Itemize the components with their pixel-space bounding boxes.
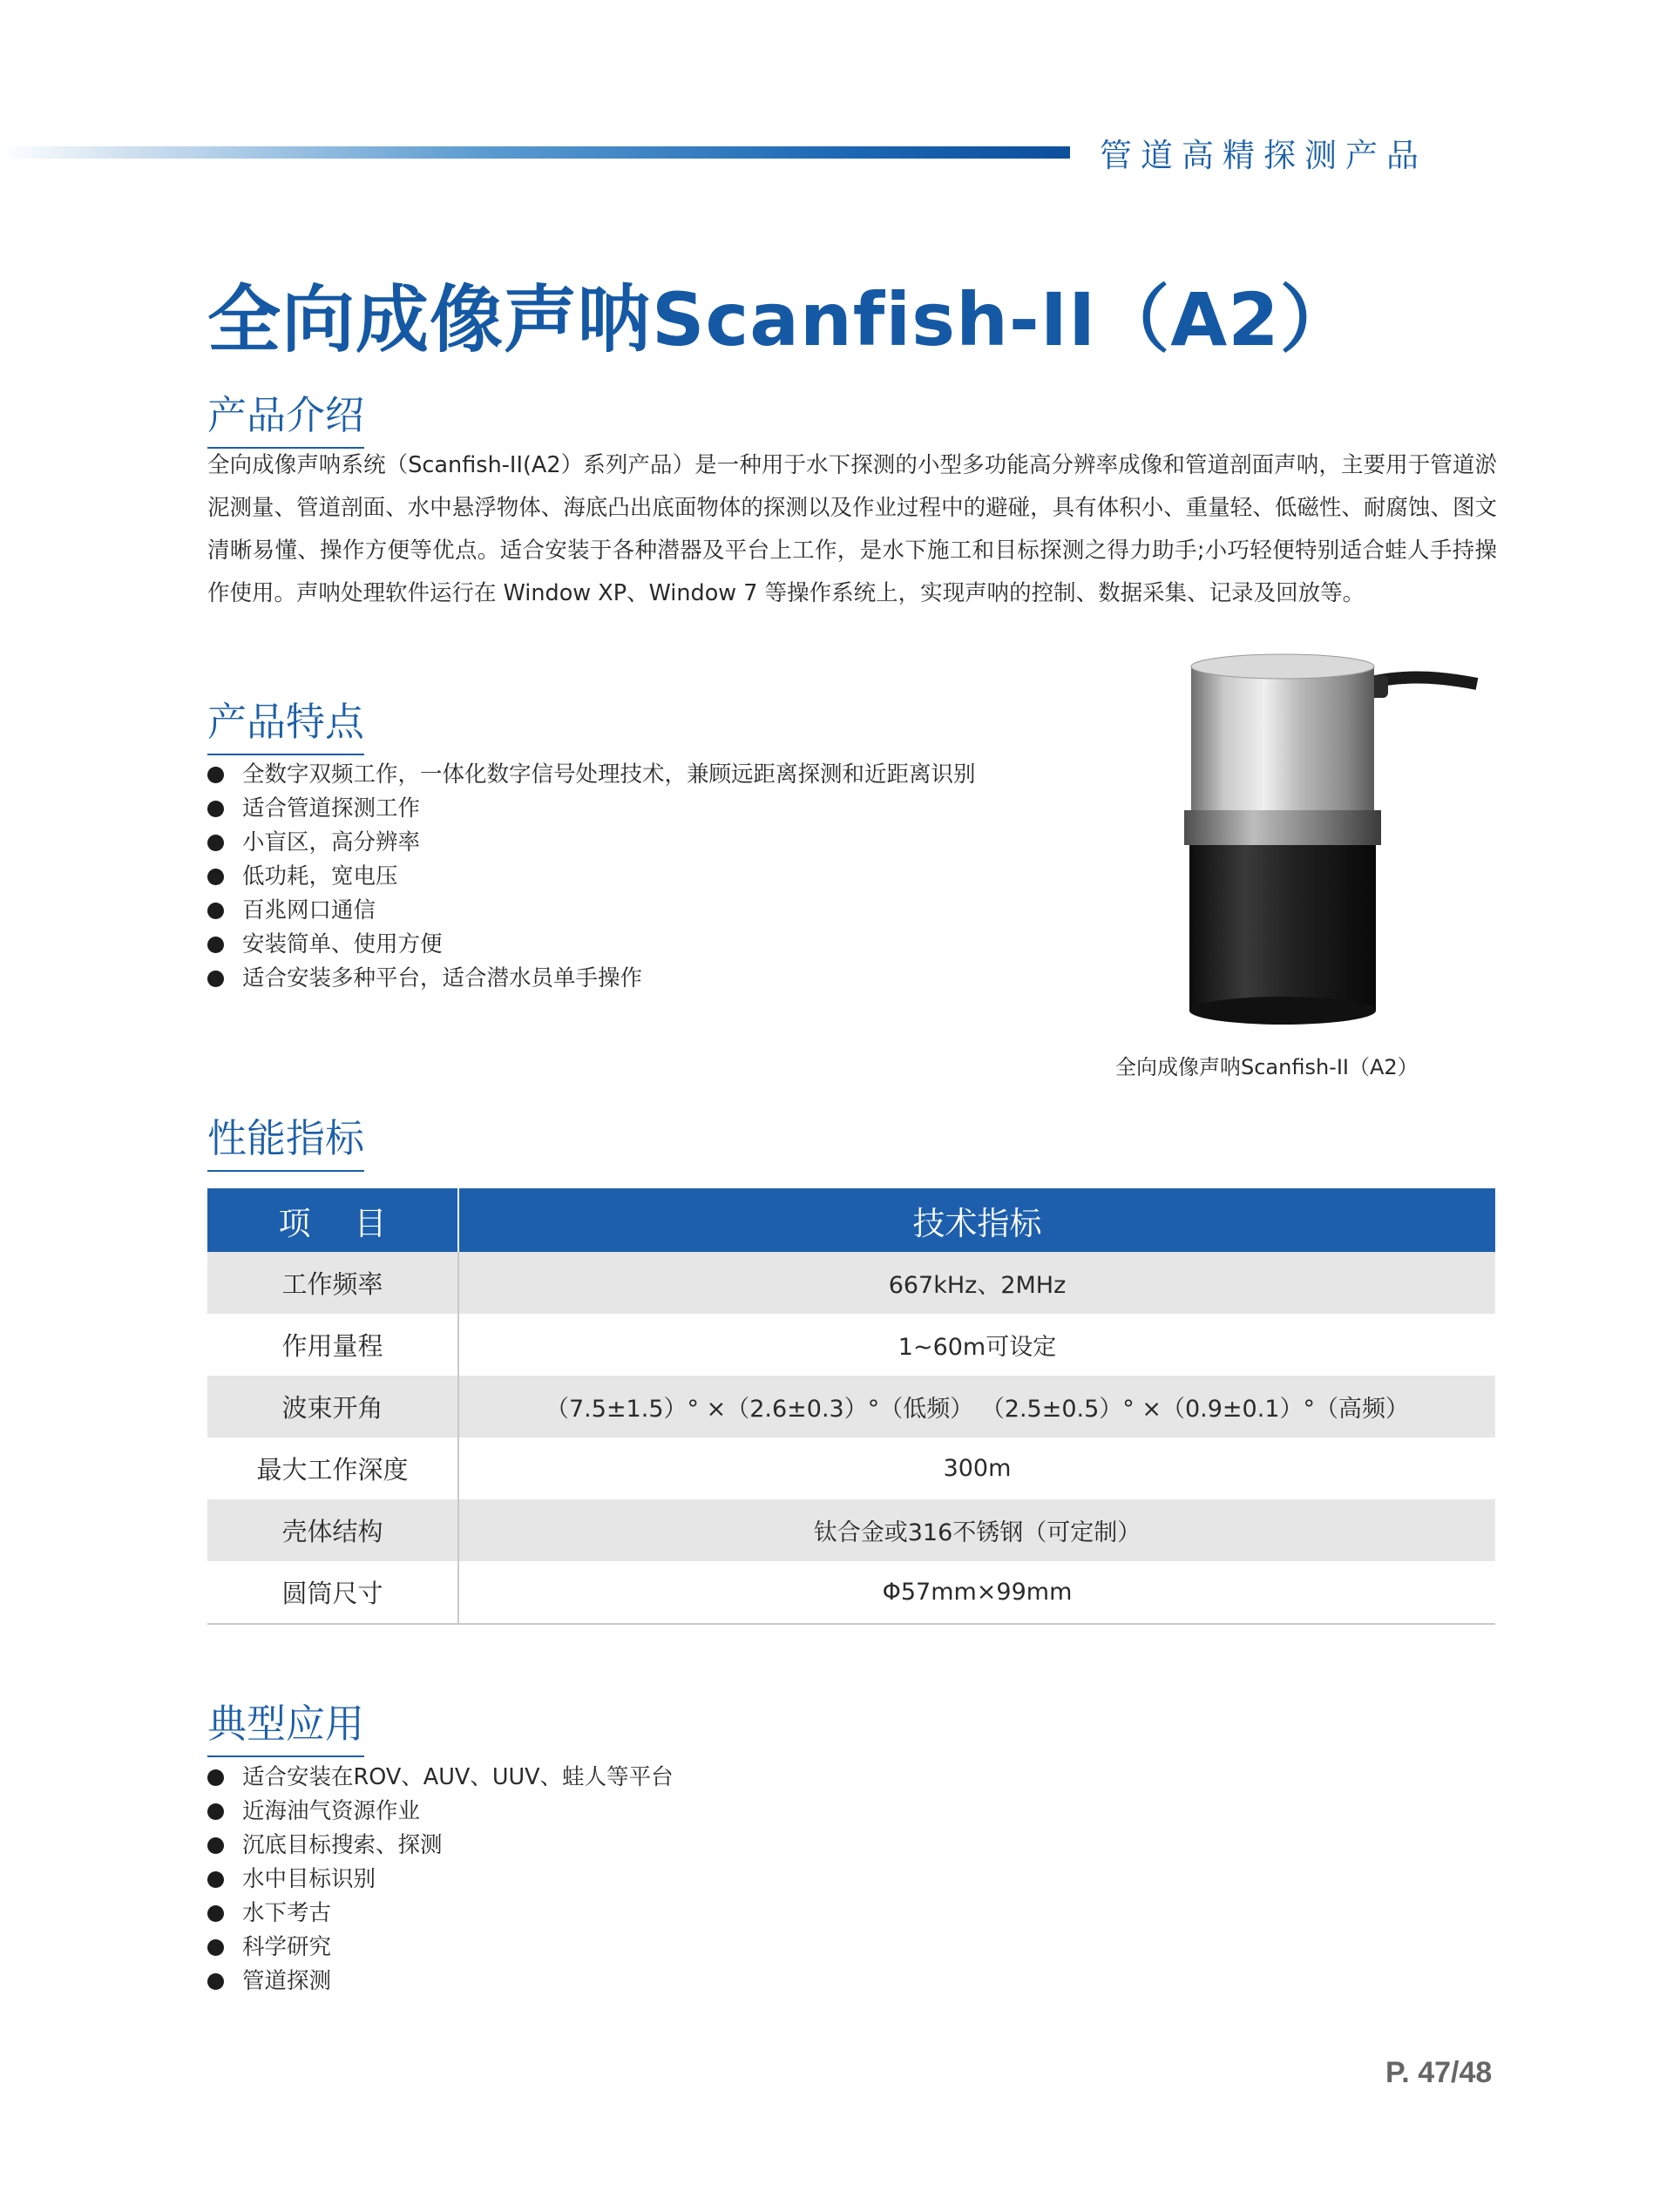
section-heading-applications: 典型应用 [207,1692,364,1754]
spec-item: 最大工作深度 [207,1437,458,1499]
application-item: 适合安装在ROV、AUV、UUV、蛙人等平台 [207,1761,674,1795]
spec-item: 壳体结构 [207,1499,458,1561]
spec-item: 作用量程 [207,1314,458,1376]
spec-value: 667kHz、2MHz [458,1252,1495,1314]
intro-paragraph: 全向成像声呐系统（Scanfish-II(A2）系列产品）是一种用于水下探测的小型多功能高分辨率成像和管道剖面声呐，主要用于管道淤泥测量、管道剖面、水中悬浮物体、海底凸出底面物体的探测以及作业过程中的避碰，具有体积小、重量轻、低磁性、耐腐蚀、图文清晰易懂、操作方便等优点。适合安装于各种潜器及平台上工作，是水下施工和目标探测之得力助手;小巧轻便特别适合蛙人手持操作使用。声呐处理软件运行在 Window XP、Window 7 等操作系统上，实现声呐的控制、数据采集、记录及回放等。 [207,452,1497,606]
spec-value: 1~60m可设定 [458,1314,1495,1376]
photo-caption: 全向成像声呐Scanfish-II（A2） [1115,1055,1419,1079]
feature-item: 全数字双频工作，一体化数字信号处理技术，兼顾远距离探测和近距离识别 [207,758,976,792]
spec-item: 圆筒尺寸 [207,1561,458,1624]
sonar-steel-housing [1191,666,1374,832]
table-row [207,1499,1495,1561]
application-item: 沉底目标搜索、探测 [207,1829,674,1863]
section-heading-features: 产品特点 [207,690,364,752]
spec-header-value: 技术指标 [458,1188,1495,1252]
application-list [207,1761,674,1999]
application-item: 水下考古 [207,1897,674,1931]
sonar-black-head [1189,845,1376,1011]
table-row [207,1376,1495,1437]
section-heading-specs: 性能指标 [207,1106,364,1168]
sonar-ring [1184,810,1381,845]
header-gradient-bar [0,146,1070,159]
application-item: 水中目标识别 [207,1863,674,1897]
header-category: 管道高精探测产品 [1100,137,1427,174]
page-number: P. 47/48 [1385,2056,1493,2089]
feature-list [207,758,976,996]
feature-item: 安装简单、使用方便 [207,928,976,962]
section-heading-intro: 产品介绍 [207,383,364,445]
application-item: 近海油气资源作业 [207,1795,674,1829]
feature-item: 小盲区，高分辨率 [207,826,976,860]
page-title: 全向成像声呐Scanfish-II（A2） [207,277,1354,362]
table-row [207,1437,1495,1499]
table-row [207,1314,1495,1376]
feature-item: 低功耗，宽电压 [207,860,976,894]
spec-table [207,1188,1495,1625]
spec-item: 波束开角 [207,1376,458,1437]
spec-value: 300m [458,1437,1495,1499]
spec-header-item: 项目 [207,1188,458,1252]
spec-value: 钛合金或316不锈钢（可定制） [458,1499,1495,1561]
table-row [207,1561,1495,1624]
spec-value: Φ57mm×99mm [458,1561,1495,1624]
sonar-base [1189,997,1376,1025]
application-item: 管道探测 [207,1965,674,1999]
application-item: 科学研究 [207,1931,674,1965]
product-photo [1181,649,1490,1032]
feature-item: 适合管道探测工作 [207,792,976,826]
spec-table-header [207,1188,1495,1252]
feature-item: 百兆网口通信 [207,894,976,928]
spec-value: （7.5±1.5）° ×（2.6±0.3）°（低频） （2.5±0.5）° ×（0.9±0.1）°（高频） [458,1376,1495,1437]
feature-item: 适合安装多种平台，适合潜水员单手操作 [207,962,976,996]
spec-item: 工作频率 [207,1252,458,1314]
table-row [207,1252,1495,1314]
